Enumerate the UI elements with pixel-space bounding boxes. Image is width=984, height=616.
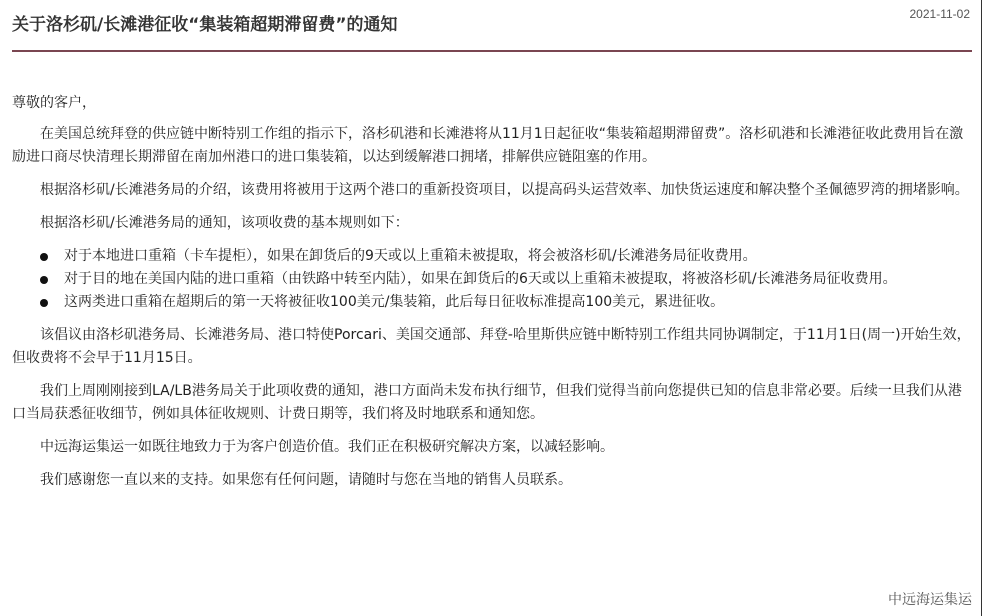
rule-text: 对于目的地在美国内陆的进口重箱（由铁路中转至内陆），如果在卸货后的6天或以上重箱未被提取，将被洛杉矶/长滩港务局征收费用。 xyxy=(64,271,897,287)
rules-list xyxy=(12,245,974,314)
paragraph-intro: 在美国总统拜登的供应链中断特别工作组的指示下，洛杉矶港和长滩港将从11月1日起征收“集装箱超期滞留费”。洛杉矶港和长滩港征收此费用旨在激励进口商尽快清理长期滞留在南加州港口的进口集装箱，以达到缓解港口拥堵，排解供应链阻塞的作用。 xyxy=(12,126,964,165)
paragraph-thanks: 我们感谢您一直以来的支持。如果您有任何问题，请随时与您在当地的销售人员联系。 xyxy=(40,472,572,488)
salutation: 尊敬的客户， xyxy=(12,95,96,111)
page-right-border xyxy=(981,0,982,616)
rule-text: 对于本地进口重箱（卡车提柜），如果在卸货后的9天或以上重箱未被提取，将会被洛杉矶/长滩港务局征收费用。 xyxy=(64,248,757,264)
paragraph-purpose: 根据洛杉矶/长滩港务局的介绍，该费用将被用于这两个港口的重新投资项目，以提高码头运营效率、加快货运速度和解决整个圣佩德罗湾的拥堵影响。 xyxy=(40,182,969,198)
bullet-dot-icon xyxy=(40,253,48,261)
list-item xyxy=(12,291,974,314)
list-item xyxy=(12,245,974,268)
signature: 中远海运集运 xyxy=(888,592,972,608)
paragraph-commitment: 中远海运集运一如既往地致力于为客户创造价值。我们正在积极研究解决方案，以减轻影响。 xyxy=(40,439,614,455)
publish-date: 2021-11-02 xyxy=(909,7,970,21)
page-title: 关于洛杉矶/长滩港征收“集装箱超期滞留费”的通知 xyxy=(12,15,398,35)
article-body xyxy=(12,92,974,502)
title-divider xyxy=(12,50,972,52)
paragraph-initiative: 该倡议由洛杉矶港务局、长滩港务局、港口特使Porcari、美国交通部、拜登-哈里斯供应链中断特别工作组共同协调制定，于11月1日(周一)开始生效，但收费将不会早于11月15日。 xyxy=(12,327,971,366)
rule-text: 这两类进口重箱在超期后的第一天将被征收100美元/集装箱，此后每日征收标准提高100美元，累进征收。 xyxy=(64,294,725,310)
bullet-dot-icon xyxy=(40,276,48,284)
paragraph-notice: 我们上周刚刚接到LA/LB港务局关于此项收费的通知，港口方面尚未发布执行细节，但我们觉得当前向您提供已知的信息非常必要。后续一旦我们从港口当局获悉征收细节，例如具体征收规则、计费日期等，我们将及时地联系和通知您。 xyxy=(12,383,962,422)
paragraph-rules-intro: 根据洛杉矶/长滩港务局的通知，该项收费的基本规则如下： xyxy=(40,215,409,231)
list-item xyxy=(12,268,974,291)
bullet-dot-icon xyxy=(40,299,48,307)
